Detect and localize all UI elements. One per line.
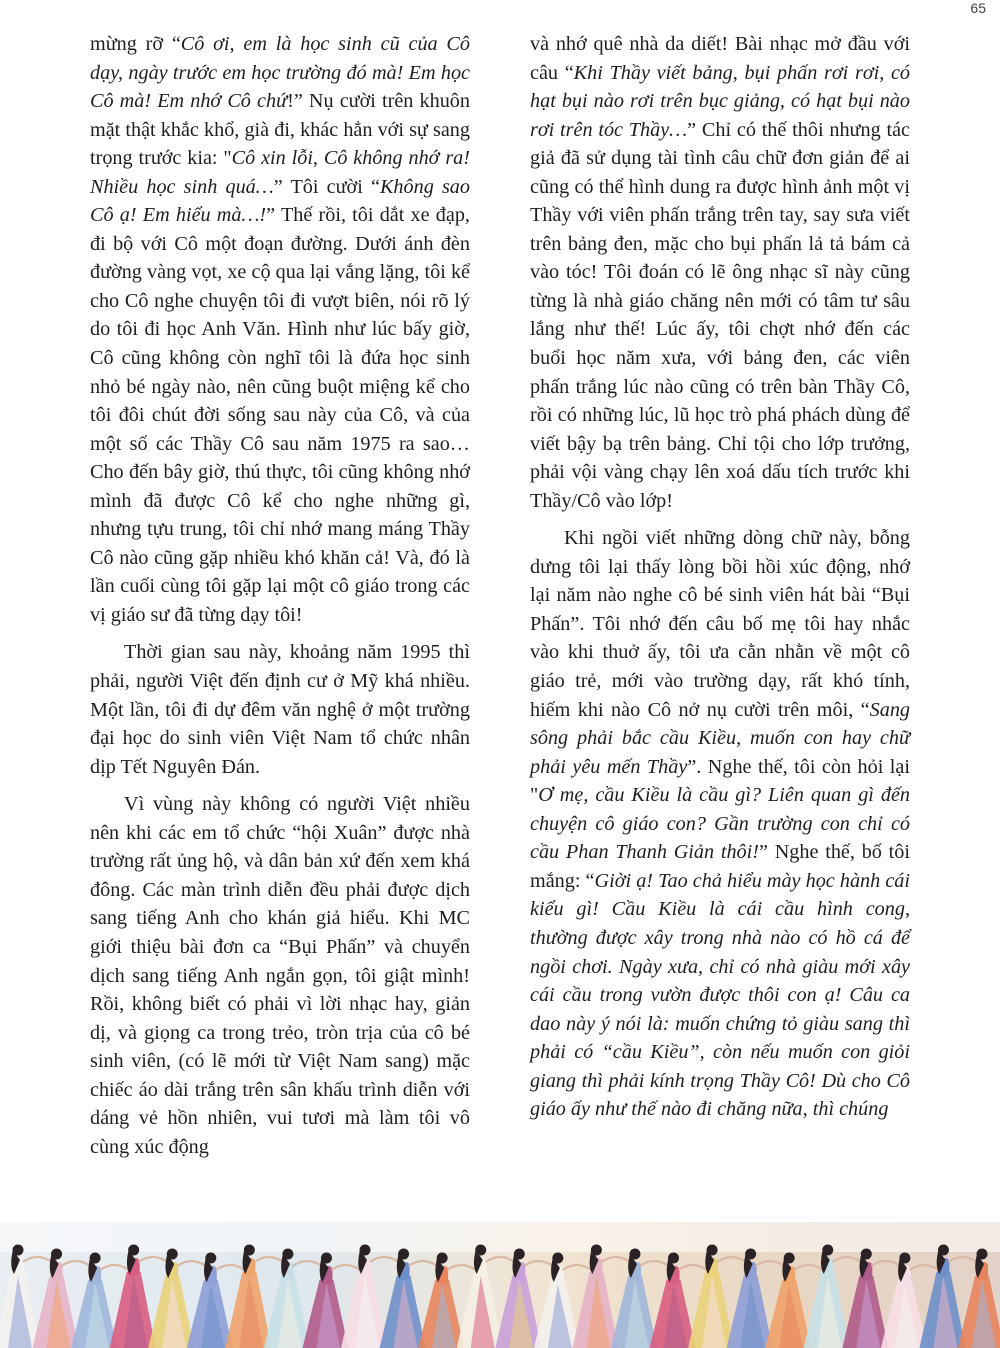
left-column	[90, 30, 470, 1161]
left-paragraph-1: mừng rỡ “Cô ơi, em là học sinh cũ của Cô dạy, ngày trước em học trường đó mà! Em học Cô mà! Em nhớ Cô chứ!” Nụ cười trên khuôn mặt thật khắc khổ, già đi, khác hẳn với sự sang trọng trước kia: "Cô xin lỗi, Cô không nhớ ra! Nhiều học sinh quá…” Tôi cười “Không sao Cô ạ! Em hiểu mà…!” Thế rồi, tôi dắt xe đạp, đi bộ với Cô một đoạn đường. Dưới ánh đèn đường vàng vọt, xe cộ qua lại vắng lặng, tôi kể cho Cô nghe chuyện tôi đi vượt biên, nói rõ lý do tôi đi học Anh Văn. Hình như lúc bấy giờ, Cô cũng không còn nghĩ tôi là đứa học sinh nhỏ bé ngày nào, nên cũng buột miệng kể cho tôi đôi chút đời sống sau này của Cô, và của một số các Thầy Cô sau năm 1975 ra sao… Cho đến bây giờ, thú thực, tôi cũng không nhớ mình đã được Cô kể cho nghe những gì, nhưng tựu trung, tôi chỉ nhớ mang máng Thầy Cô nào cũng gặp nhiều khó khăn cả! Và, đó là lần cuối cùng tôi gặp lại một cô giáo trong các vị giáo sư đã từng dạy tôi!	[90, 33, 470, 626]
left-paragraph-3: Vì vùng này không có người Việt nhiều nên khi các em tổ chức “hội Xuân” được nhà trường rất ủng hộ, và dân bản xứ đến xem khá đông. Các màn trình diễn đều phải được dịch sang tiếng Anh cho khán giả hiểu. Khi MC giới thiệu bài đơn ca “Bụi Phấn” và chuyển dịch sang tiếng Anh ngắn gọn, tôi giật mình! Rồi, không biết có phải vì lời nhạc hay, giản dị, và giọng ca trong trẻo, tròn trịa của cô bé sinh viên, (có lẽ mới từ Việt Nam sang) mặc chiếc áo dài trắng trên sân khấu trình diễn với dáng vẻ hồn nhiên, vui tươi mà làm tôi vô cùng xúc động	[90, 793, 470, 1158]
ao-dai-dancers-banner	[0, 1222, 1000, 1348]
page-number: 65	[970, 0, 986, 16]
banner-top-haze	[0, 1222, 1000, 1252]
right-paragraph-1: và nhớ quê nhà da diết! Bài nhạc mở đầu với câu “Khi Thầy viết bảng, bụi phấn rơi rơi, có hạt bụi nào rơi trên bục giảng, có hạt bụi nào rơi trên tóc Thầy…” Chỉ có thế thôi nhưng tác giả đã sử dụng tài tình câu chữ đơn giản để ai cũng có thể hình dung ra được hình ảnh một vị Thầy với viên phấn trắng trên tay, say sưa viết trên bảng đen, mặc cho bụi phấn lả tả bám cả vào tóc! Tôi đoán có lẽ ông nhạc sĩ này cũng từng là nhà giáo chăng nên mới có tâm tư sâu lắng như thế! Lúc ấy, tôi chợt nhớ đến các buổi học năm xưa, với bảng đen, các viên phấn trắng lúc nào cũng có trên bàn Thầy Cô, rồi có những lúc, lũ học trò phá phách dùng để viết bậy bạ trên bảng. Chỉ tội cho lớp trưởng, phải vội vàng chạy lên xoá dấu tích trước khi Thầy/Cô vào lớp!	[530, 33, 910, 512]
right-paragraph-2: Khi ngồi viết những dòng chữ này, bỗng dưng tôi lại thấy lòng bồi hồi xúc động, nhớ lại năm nào nghe cô bé sinh viên hát bài “Bụi Phấn”. Tôi nhớ đến câu bố mẹ tôi hay nhắc vào khi thuở ấy, tôi ưa cằn nhằn về một cô giáo trẻ, mới vào trường dạy, rất khó tính, hiếm khi nào Cô nở nụ cười trên môi, “Sang sông phải bắc cầu Kiều, muốn con hay chữ phải yêu mến Thầy”. Nghe thế, tôi còn hỏi lại "Ơ mẹ, cầu Kiều là cầu gì? Liên quan gì đến chuyện cô giáo con? Gần trường con chỉ có cầu Phan Thanh Giản thôi!” Nghe thế, bố tôi mắng: “Giời ạ! Tao chả hiểu mày học hành cái kiểu gì! Cầu Kiều là cái cầu hình cong, thường được xây trong nhà nào có hồ cá để ngồi chơi. Ngày xưa, chỉ có nhà giàu mới xây cái cầu trong vườn được thôi con ạ! Câu ca dao này ý nói là: muốn chứng tỏ giàu sang thì phải có “cầu Kiều”, còn nếu muốn con giỏi giang thì phải kính trọng Thầy Cô! Dù cho Cô giáo ấy như thế nào đi chăng nữa, thì chúng	[530, 527, 911, 1121]
left-paragraph-2: Thời gian sau này, khoảng năm 1995 thì phải, người Việt đến định cư ở Mỹ khá nhiều. Một lần, tôi đi dự đêm văn nghệ ở một trường đại học do sinh viên Việt Nam tổ chức nhân dịp Tết Nguyên Đán.	[90, 641, 470, 778]
right-column	[530, 30, 910, 1124]
banner-artwork	[0, 1222, 1000, 1348]
